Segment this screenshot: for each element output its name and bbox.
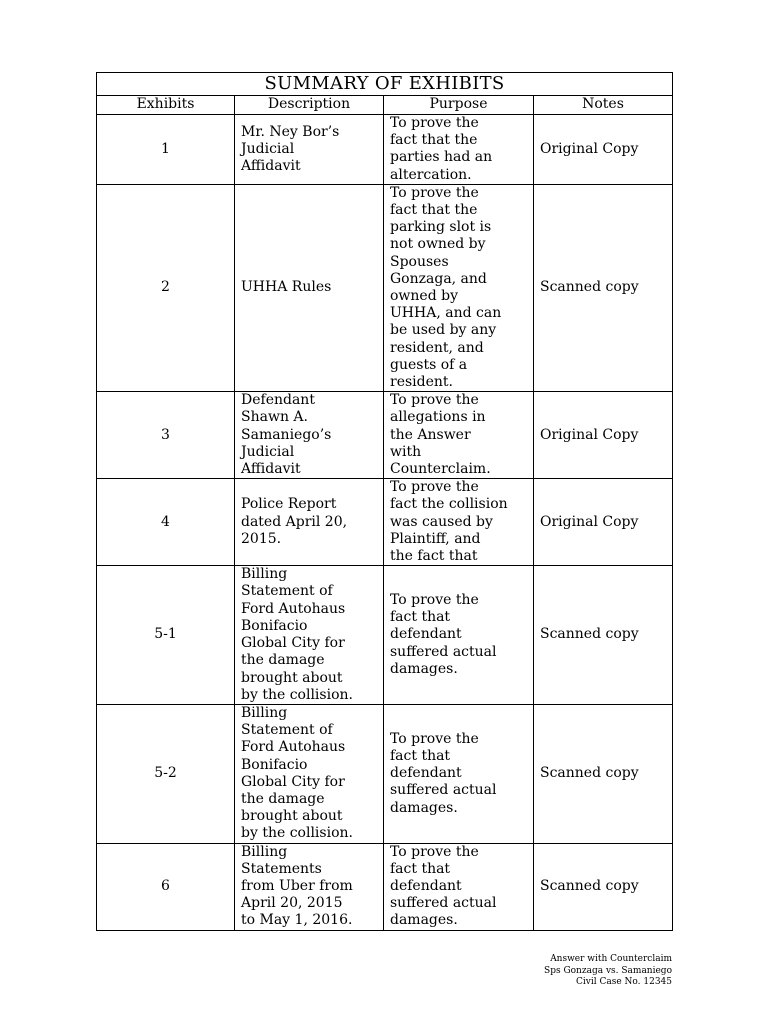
footer-line-1: Answer with Counterclaim: [550, 954, 672, 964]
exhibit-notes: Original Copy: [534, 115, 673, 185]
exhibit-number: 1: [97, 115, 235, 185]
table-row: [97, 843, 673, 930]
header-purpose: Purpose: [384, 96, 534, 115]
exhibit-description: Defendant Shawn A. Samaniego’s Judicial Affidavit: [235, 392, 384, 479]
table-row: [97, 184, 673, 391]
header-notes: Notes: [534, 96, 673, 115]
exhibit-notes: Scanned copy: [534, 184, 673, 391]
page-footer: [544, 954, 672, 989]
table-row: [97, 115, 673, 185]
exhibit-notes: Scanned copy: [534, 843, 673, 930]
title-row: [97, 73, 673, 96]
exhibit-number: 3: [97, 392, 235, 479]
header-exhibits: Exhibits: [97, 96, 235, 115]
table-row: [97, 566, 673, 705]
exhibit-number: 5-1: [97, 566, 235, 705]
exhibit-description: Mr. Ney Bor’s Judicial Affidavit: [235, 115, 384, 185]
header-row: [97, 96, 673, 115]
table-row: [97, 704, 673, 843]
exhibit-number: 2: [97, 184, 235, 391]
exhibits-table: [96, 72, 673, 931]
exhibit-description: Police Report dated April 20, 2015.: [235, 479, 384, 566]
exhibit-purpose: To prove the fact that the parties had an altercation.: [384, 115, 534, 185]
exhibit-description: Billing Statements from Uber from April 20, 2015 to May 1, 2016.: [235, 843, 384, 930]
exhibit-purpose: To prove the fact that defendant suffered actual damages.: [384, 704, 534, 843]
exhibit-number: 6: [97, 843, 235, 930]
exhibit-purpose: To prove the allegations in the Answer with Counterclaim.: [384, 392, 534, 479]
exhibit-number: 5-2: [97, 704, 235, 843]
exhibit-description: Billing Statement of Ford Autohaus Bonifacio Global City for the damage brought about by the collision.: [235, 566, 384, 705]
exhibit-purpose: To prove the fact that defendant suffered actual damages.: [384, 566, 534, 705]
exhibit-notes: Scanned copy: [534, 704, 673, 843]
footer-line-2: Sps Gonzaga vs. Samaniego: [544, 965, 672, 976]
exhibit-purpose: To prove the fact the collision was caused by Plaintiff, and the fact that: [384, 479, 534, 566]
exhibit-description: UHHA Rules: [235, 184, 384, 391]
table-row: [97, 479, 673, 566]
exhibit-notes: Original Copy: [534, 392, 673, 479]
exhibit-description: Billing Statement of Ford Autohaus Bonifacio Global City for the damage brought about by the collision.: [235, 704, 384, 843]
exhibit-number: 4: [97, 479, 235, 566]
header-description: Description: [235, 96, 384, 115]
footer-line-3: Civil Case No. 12345: [575, 977, 672, 987]
exhibit-notes: Original Copy: [534, 479, 673, 566]
exhibit-purpose: To prove the fact that the parking slot is not owned by Spouses Gonzaga, and owned by UHHA, and can be used by any resident, and guests of a resident.: [384, 184, 534, 391]
exhibit-purpose: To prove the fact that defendant suffered actual damages.: [384, 843, 534, 930]
document-title: SUMMARY OF EXHIBITS: [97, 73, 673, 96]
table-row: [97, 392, 673, 479]
exhibit-notes: Scanned copy: [534, 566, 673, 705]
